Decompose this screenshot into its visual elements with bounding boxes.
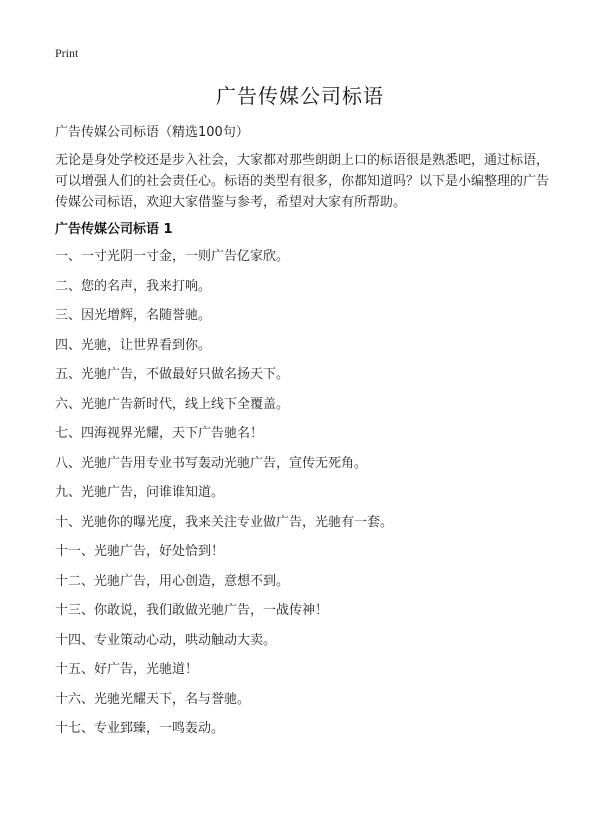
section-heading: 广告传媒公司标语 1 xyxy=(55,222,173,237)
list-item: 八、光驰广告用专业书写轰动光驰广告，宣传无死角。 xyxy=(55,455,368,471)
list-item: 四、光驰，让世界看到你。 xyxy=(55,337,212,353)
list-item: 十六、光驰光耀天下，名与誉驰。 xyxy=(55,691,251,707)
list-item: 五、光驰广告，不做最好只做名扬天下。 xyxy=(55,367,290,382)
list-item: 三、因光增辉，名随誉驰。 xyxy=(55,308,212,323)
list-item: 九、光驰广告，问谁谁知道。 xyxy=(55,485,225,500)
list-item: 十一、光驰广告，好处恰到！ xyxy=(55,544,225,559)
list-item: 一、一寸光阴一寸金，一则广告亿家欣。 xyxy=(55,249,290,264)
list-item: 十七、专业郅臻，一鸣轰动。 xyxy=(55,721,225,736)
list-item: 二、您的名声，我来打响。 xyxy=(55,278,212,294)
slogan-list xyxy=(55,248,393,750)
list-item: 十二、光驰广告，用心创造，意想不到。 xyxy=(55,573,290,589)
list-item: 十三、你敢说，我们敢做光驰广告，一战传神！ xyxy=(55,603,329,618)
list-item: 七、四海视界光耀，天下广告驰名！ xyxy=(55,426,264,441)
list-item: 十、光驰你的曝光度，我来关注专业做广告，光驰有一套。 xyxy=(55,514,394,530)
list-item: 六、光驰广告新时代，线上线下全覆盖。 xyxy=(55,396,290,412)
list-item: 十五、好广告，光驰道！ xyxy=(55,662,199,677)
print-link[interactable]: Print xyxy=(55,46,79,60)
article-subtitle: 广告传媒公司标语（精选100句） xyxy=(55,125,249,140)
list-item: 十四、专业策动心动，哄动触动大卖。 xyxy=(55,632,277,648)
page-title: 广告传媒公司标语 xyxy=(216,84,384,108)
intro-paragraph: 无论是身处学校还是步入社会，大家都对那些朗朗上口的标语很是熟悉吧，通过标语，可以增强人们的社会责任心。标语的类型有很多，你都知道吗？以下是小编整理的广告传媒公司标语，欢迎大家借鉴与参考，希望对大家有所帮助。 xyxy=(55,153,550,210)
